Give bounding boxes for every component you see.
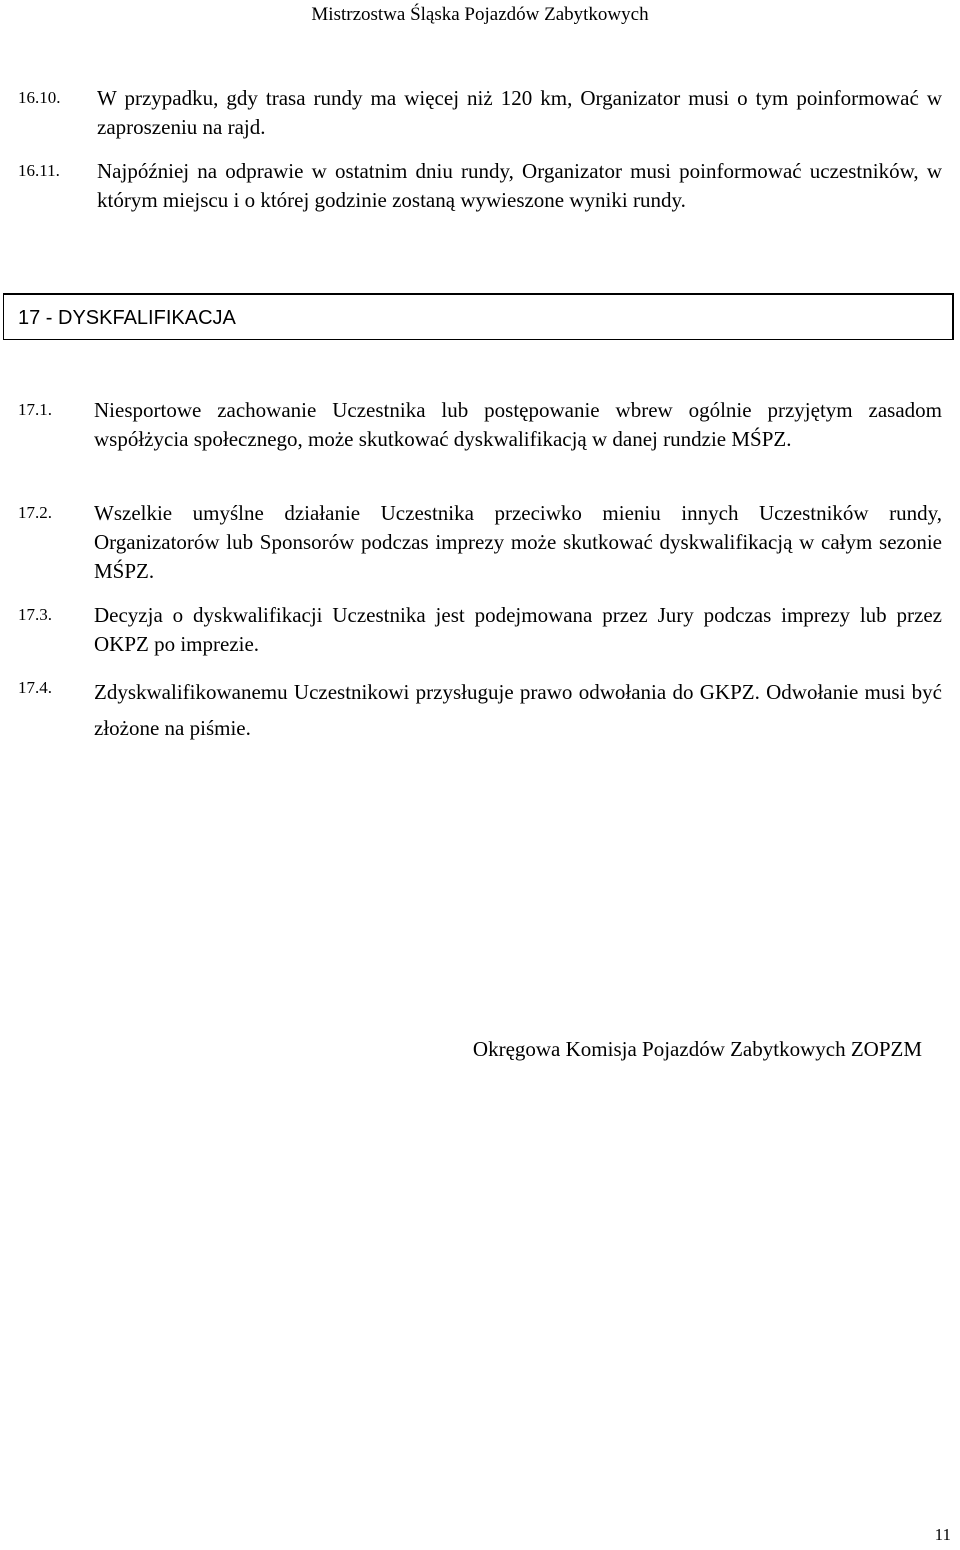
paragraph-text: Zdyskwalifikowanemu Uczestnikowi przysługuje prawo odwołania do GKPZ. Odwołanie musi być złożone na piśmie. bbox=[94, 680, 942, 740]
paragraph-text: W przypadku, gdy trasa rundy ma więcej niż 120 km, Organizator musi o tym poinformować w zaproszeniu na rajd. bbox=[97, 86, 942, 139]
paragraph-number: 17.1. bbox=[18, 400, 52, 419]
paragraph-number: 16.11. bbox=[18, 161, 60, 180]
paragraph-number: 17.3. bbox=[18, 605, 52, 624]
page-number: 11 bbox=[934, 1525, 951, 1544]
paragraph-number: 17.2. bbox=[18, 503, 52, 522]
paragraph-text: Wszelkie umyślne działanie Uczestnika przeciwko mieniu innych Uczestników rundy, Organizatorów lub Sponsorów podczas imprezy może skutkować dyskwalifikacją w całym sezonie MŚPZ. bbox=[94, 501, 942, 583]
section-heading-box bbox=[3, 293, 954, 340]
signature: Okręgowa Komisja Pojazdów Zabytkowych ZOPZM bbox=[472, 1037, 922, 1061]
paragraph-text: Niesportowe zachowanie Uczestnika lub postępowanie wbrew ogólnie przyjętym zasadom współżycia społecznego, może skutkować dyskwalifikacją w danej rundzie MŚPZ. bbox=[94, 398, 942, 451]
paragraph-text: Najpóźniej na odprawie w ostatnim dniu rundy, Organizator musi poinformować uczestników, w którym miejscu i o której godzinie zostaną wywieszone wyniki rundy. bbox=[97, 159, 942, 212]
paragraph-number: 17.4. bbox=[18, 678, 52, 697]
paragraph-number: 16.10. bbox=[18, 88, 61, 107]
paragraph-text: Decyzja o dyskwalifikacji Uczestnika jest podejmowana przez Jury podczas imprezy lub przez OKPZ po imprezie. bbox=[94, 603, 942, 656]
section-title: 17 - DYSKFALIFIKACJA bbox=[18, 307, 236, 329]
running-header: Mistrzostwa Śląska Pojazdów Zabytkowych bbox=[311, 4, 649, 25]
